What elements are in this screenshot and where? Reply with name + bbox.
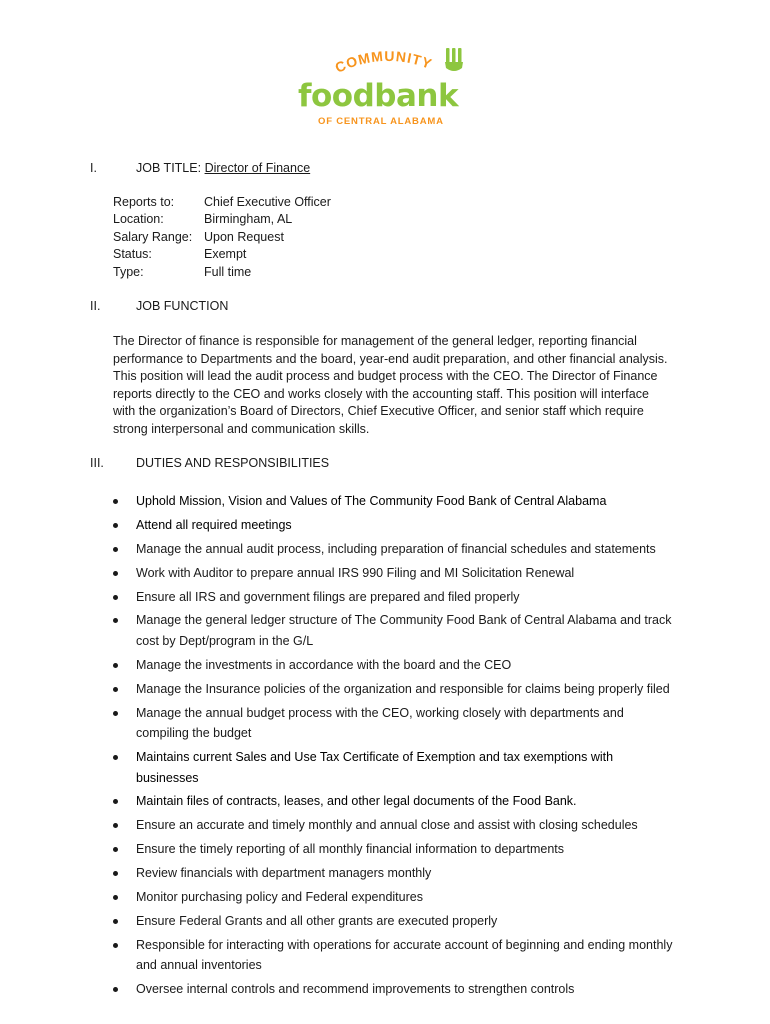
list-item bbox=[113, 539, 673, 560]
bullet-icon bbox=[113, 755, 118, 760]
duties-heading: DUTIES AND RESPONSIBILITIES bbox=[136, 456, 330, 470]
position-info-table bbox=[113, 194, 331, 281]
duty-text: Work with Auditor to prepare annual IRS 990 Filing and MI Solicitation Renewal bbox=[136, 565, 575, 580]
duty-text: Manage the annual audit process, including preparation of financial schedules and statements bbox=[136, 541, 656, 556]
bullet-icon bbox=[113, 523, 118, 528]
info-label: Reports to: bbox=[113, 195, 175, 209]
duty-text: Monitor purchasing policy and Federal expenditures bbox=[136, 889, 423, 904]
list-item bbox=[113, 587, 673, 608]
info-row-location bbox=[113, 211, 331, 228]
bullet-icon bbox=[113, 595, 118, 600]
duty-text: Uphold Mission, Vision and Values of The Community Food Bank of Central Alabama bbox=[136, 494, 607, 508]
list-item bbox=[113, 979, 673, 1000]
section-number-2: II. bbox=[90, 299, 101, 313]
list-item bbox=[113, 491, 673, 512]
job-function-paragraph: The Director of finance is responsible for management of the general ledger, reporting financial performance to Departments and the board, year-end audit preparation, and other financial analysis. This position will lead the audit process and budget process with the CEO. The Director of Finance reports directly to the CEO and works closely with the accounting staff. This position will interface with the organization’s Board of Directors, Chief Executive Officer, and senior staff which require strong interpersonal and communication skills. bbox=[113, 334, 668, 436]
info-row-status bbox=[113, 246, 331, 263]
job-title-label: JOB TITLE: bbox=[136, 161, 202, 175]
duty-text: Manage the investments in accordance with the board and the CEO bbox=[136, 657, 512, 672]
info-value: Full time bbox=[204, 264, 252, 279]
info-value: Chief Executive Officer bbox=[204, 195, 331, 209]
list-item bbox=[113, 703, 673, 744]
job-title-value: Director of Finance bbox=[204, 161, 311, 175]
list-item bbox=[113, 747, 673, 788]
duty-text: Manage the Insurance policies of the organization and responsible for claims being properly filed bbox=[136, 681, 670, 696]
logo-word-central-alabama: OF CENTRAL ALABAMA bbox=[318, 116, 444, 127]
duty-text: Review financials with department managers monthly bbox=[136, 866, 432, 881]
bullet-icon bbox=[113, 895, 118, 900]
list-item bbox=[113, 839, 673, 860]
bullet-icon bbox=[113, 987, 118, 992]
duty-text: Oversee internal controls and recommend improvements to strengthen controls bbox=[136, 982, 575, 997]
list-item bbox=[113, 887, 673, 908]
bullet-icon bbox=[113, 571, 118, 576]
list-item bbox=[113, 935, 673, 976]
bullet-icon bbox=[113, 799, 118, 804]
bullet-icon bbox=[113, 943, 118, 948]
logo-word-foodbank: foodbank bbox=[298, 78, 459, 114]
info-value: Upon Request bbox=[204, 229, 284, 244]
info-label: Status: bbox=[113, 247, 152, 262]
duty-text: Attend all required meetings bbox=[136, 517, 292, 532]
info-value: Exempt bbox=[204, 247, 247, 262]
bullet-icon bbox=[113, 618, 118, 623]
section-number-3: III. bbox=[90, 456, 104, 470]
list-item bbox=[113, 679, 673, 700]
bullet-icon bbox=[113, 871, 118, 876]
bullet-icon bbox=[113, 547, 118, 552]
bullet-icon bbox=[113, 823, 118, 828]
duties-list bbox=[113, 491, 673, 1003]
duty-text: Ensure the timely reporting of all monthly financial information to departments bbox=[136, 842, 564, 857]
bullet-icon bbox=[113, 663, 118, 668]
info-row-type bbox=[113, 264, 331, 281]
duty-text: Maintains current Sales and Use Tax Certificate of Exemption and tax exemptions with businesses bbox=[136, 750, 614, 785]
bullet-icon bbox=[113, 847, 118, 852]
list-item bbox=[113, 655, 673, 676]
info-label: Location: bbox=[113, 212, 164, 227]
duty-text: Maintain files of contracts, leases, and other legal documents of the Food Bank. bbox=[136, 794, 577, 809]
duty-text: Ensure all IRS and government filings are prepared and filed properly bbox=[136, 589, 520, 604]
duty-text: Manage the annual budget process with the CEO, working closely with departments and compiling the budget bbox=[136, 705, 624, 741]
list-item bbox=[113, 815, 673, 836]
duty-text: Manage the general ledger structure of The Community Food Bank of Central Alabama and track cost by Dept/program in the G/L bbox=[136, 613, 672, 648]
info-row-salary-range bbox=[113, 229, 331, 246]
duty-text: Responsible for interacting with operations for accurate account of beginning and ending monthly and annual inventories bbox=[136, 937, 673, 973]
list-item bbox=[113, 610, 673, 651]
bullet-icon bbox=[113, 919, 118, 924]
list-item bbox=[113, 911, 673, 932]
bullet-icon bbox=[113, 499, 118, 504]
logo-word-community: COMMUNITY bbox=[332, 47, 435, 76]
info-label: Salary Range: bbox=[113, 229, 193, 244]
list-item bbox=[113, 791, 673, 812]
info-label: Type: bbox=[113, 264, 144, 279]
duty-text: Ensure Federal Grants and all other grants are executed properly bbox=[136, 913, 498, 928]
info-value: Birmingham, AL bbox=[204, 212, 293, 227]
job-function-heading: JOB FUNCTION bbox=[136, 299, 229, 313]
duty-text: Ensure an accurate and timely monthly and annual close and assist with closing schedules bbox=[136, 818, 638, 833]
job-title-heading bbox=[136, 160, 310, 177]
info-row-reports-to bbox=[113, 194, 331, 211]
list-item bbox=[113, 863, 673, 884]
list-item bbox=[113, 515, 673, 536]
section-number-1: I. bbox=[90, 161, 97, 175]
bullet-icon bbox=[113, 711, 118, 716]
list-item bbox=[113, 563, 673, 584]
bullet-icon bbox=[113, 687, 118, 692]
